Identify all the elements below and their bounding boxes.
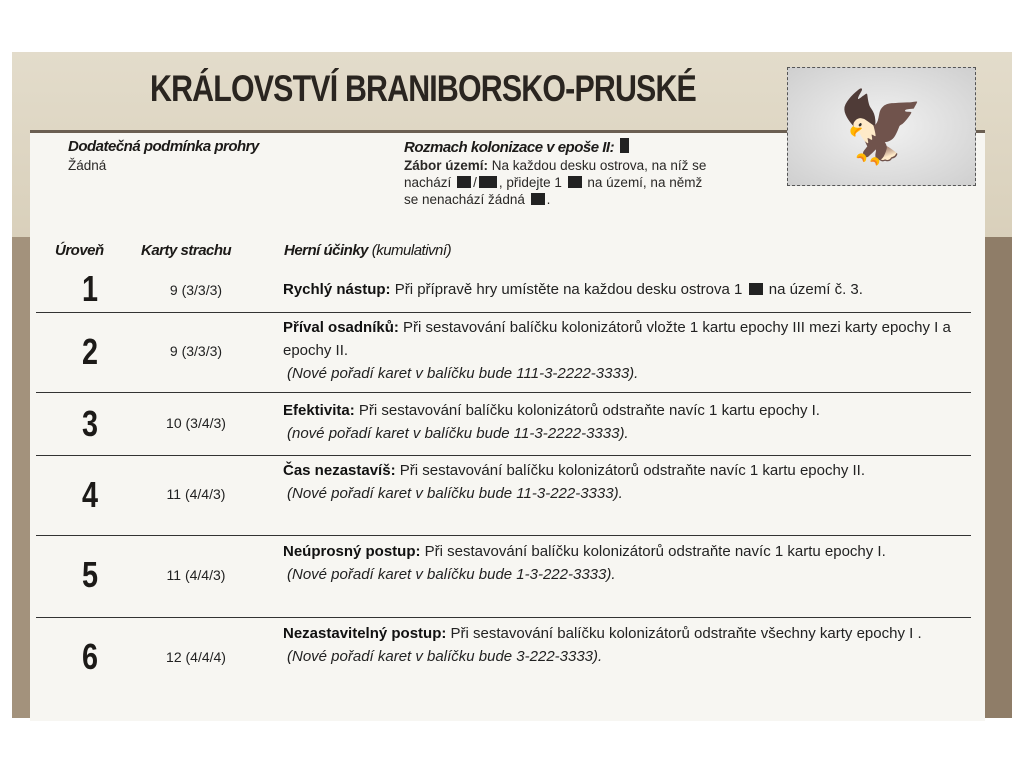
deck-note: (Nové pořadí karet v balíčku bude 11-3-222-3333). — [287, 485, 623, 502]
effects-note: (kumulativní) — [371, 242, 452, 259]
town-icon — [749, 283, 763, 295]
text: Při přípravě hry umístěte na každou desku ostrova 1 — [394, 281, 743, 298]
escalation-title: Rozmach kolonizace v epoše II: — [404, 139, 615, 156]
table-row — [36, 393, 971, 456]
effect-name: Rychlý nástup: — [283, 281, 391, 298]
deck-note: (Nové pořadí karet v balíčku bude 3-222-3333). — [287, 648, 603, 665]
escalation-text — [404, 157, 784, 208]
town-icon — [457, 176, 471, 188]
effect-text — [283, 399, 973, 445]
text: na území č. 3. — [768, 281, 863, 298]
text: / — [473, 175, 477, 190]
effect-name: Čas nezastavíš: — [283, 462, 396, 479]
fear-cards: 11 (4/4/3) — [166, 567, 226, 583]
adversary-title: KRÁLOVSTVÍ BRANIBORSKO-PRUSKÉ — [150, 68, 696, 109]
text: . — [546, 192, 551, 207]
prussian-eagle-flag-icon: 🦅 — [787, 67, 976, 186]
town-icon — [568, 176, 582, 188]
effect-text — [283, 316, 973, 385]
text: se nenachází žádná — [404, 192, 525, 207]
fear-cards: 10 (3/4/3) — [166, 415, 226, 431]
table-row — [36, 456, 971, 536]
escalation-heading — [404, 138, 631, 156]
text: Při sestavování balíčku kolonizátorů vložte 1 kartu epochy III mezi karty epochy I a epochy II. — [283, 319, 951, 359]
effect-name: Neúprosný postup: — [283, 543, 421, 560]
city-icon — [479, 176, 497, 188]
header-effects — [284, 242, 451, 259]
fear-cards: 11 (4/4/3) — [166, 486, 226, 502]
level-number: 1 — [81, 268, 99, 309]
card-frame — [983, 237, 1012, 718]
level-number: 3 — [81, 403, 99, 444]
deck-note: (Nové pořadí karet v balíčku bude 1-3-222-3333). — [287, 566, 616, 583]
text: , přidejte 1 — [498, 175, 562, 190]
deck-note: (Nové pořadí karet v balíčku bude 111-3-2222-3333). — [287, 365, 639, 382]
table-row — [36, 536, 971, 618]
loss-condition-text: Žádná — [68, 158, 107, 173]
effect-text — [283, 459, 973, 505]
table-row — [36, 313, 971, 393]
level-number: 6 — [81, 636, 99, 677]
effect-name: Efektivita: — [283, 402, 355, 419]
effect-text — [283, 540, 973, 586]
effect-name: Nezastavitelný postup: — [283, 625, 447, 642]
text: Na každou desku ostrova, na níž se — [491, 158, 707, 173]
level-number: 5 — [81, 554, 99, 595]
effect-name: Příval osadníků: — [283, 319, 399, 336]
deck-note: (nové pořadí karet v balíčku bude 11-3-2222-3333). — [287, 425, 629, 442]
text: Při sestavování balíčku kolonizátorů odstraňte všechny karty epochy I . — [450, 625, 922, 642]
fear-cards: 9 (3/3/3) — [169, 343, 223, 359]
header-fear: Karty strachu — [141, 242, 232, 259]
header-level: Úroveň — [55, 242, 104, 259]
effect-text — [283, 622, 973, 668]
table-row — [36, 268, 971, 313]
text: Při sestavování balíčku kolonizátorů odstraňte navíc 1 kartu epochy I. — [424, 543, 886, 560]
town-icon — [531, 193, 545, 205]
table-row — [36, 618, 971, 698]
level-number: 2 — [81, 331, 99, 372]
text: Při sestavování balíčku kolonizátorů odstraňte navíc 1 kartu epochy I. — [358, 402, 820, 419]
loss-condition-heading: Dodatečná podmínka prohry — [68, 138, 259, 155]
text: nachází — [404, 175, 452, 190]
text: Při sestavování balíčku kolonizátorů odstraňte navíc 1 kartu epochy II. — [399, 462, 865, 479]
fear-cards: 12 (4/4/4) — [166, 649, 226, 665]
level-number: 4 — [81, 474, 99, 515]
text: na území, na němž — [587, 175, 703, 190]
fear-cards: 9 (3/3/3) — [169, 282, 223, 298]
effects-label: Herní účinky — [284, 242, 369, 259]
escalation-sub-label: Zábor území: — [404, 158, 489, 173]
effect-text — [283, 278, 973, 301]
explorer-icon — [620, 138, 629, 153]
